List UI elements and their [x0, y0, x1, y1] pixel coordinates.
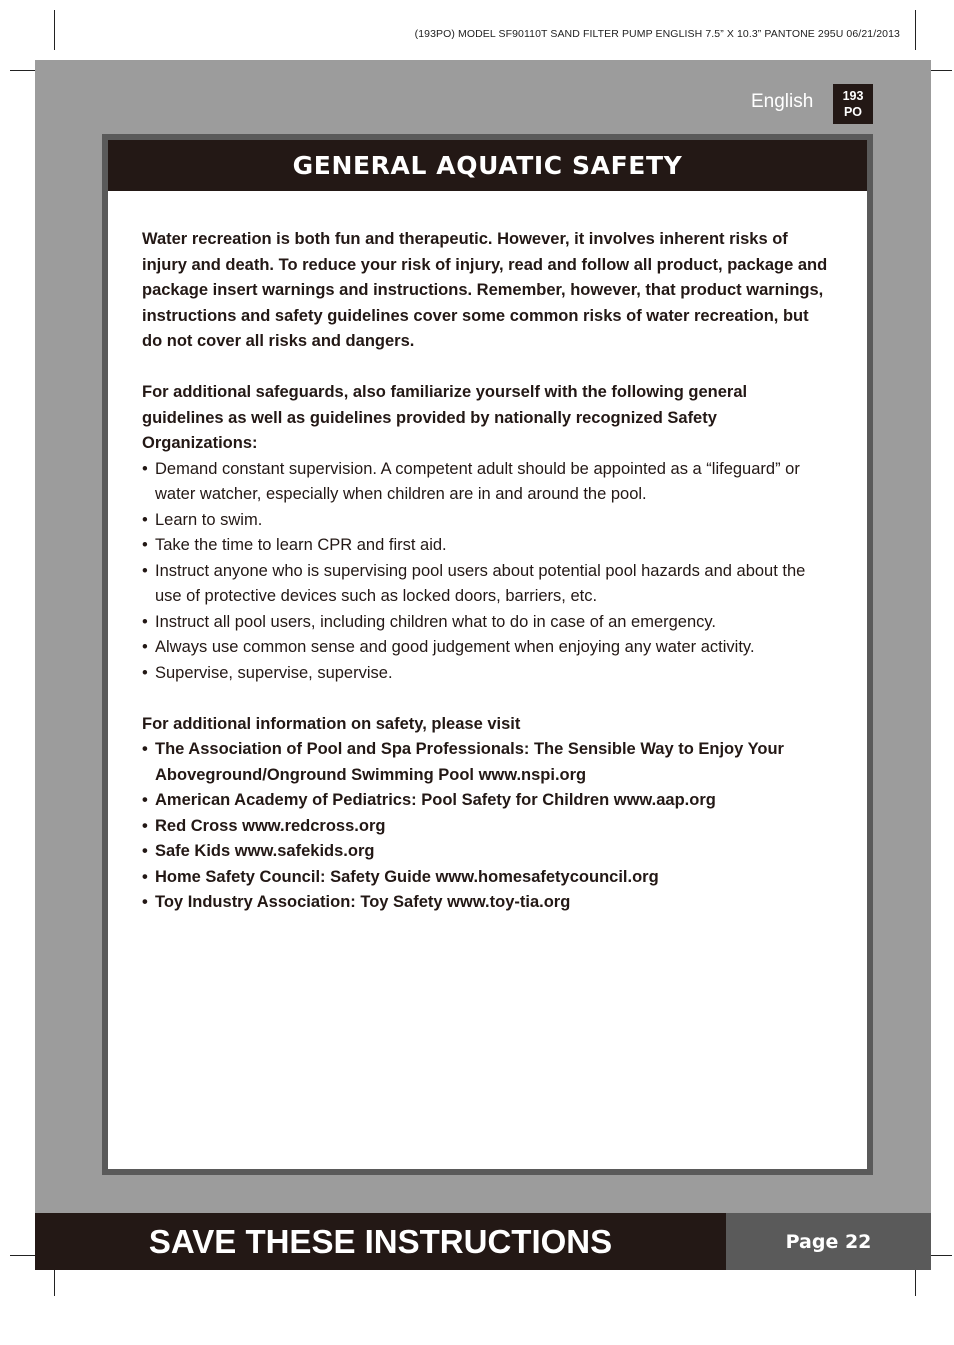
crop-mark [54, 1270, 55, 1296]
badge-line2: PO [843, 105, 863, 119]
list-item: • Supervise, supervise, supervise. [142, 661, 832, 687]
print-info: (193PO) MODEL SF90110T SAND FILTER PUMP ENGLISH 7.5” X 10.3” PANTONE 295U 06/21/2013 [414, 28, 900, 40]
list-item: • Instruct anyone who is supervising pool users about potential pool hazards and about the use of protective devices such as locked doors, barriers, etc. [142, 559, 832, 610]
language-label: English [751, 91, 814, 112]
list-item: • Learn to swim. [142, 508, 832, 534]
resource-item: • Home Safety Council: Safety Guide www.homesafetycouncil.org [142, 865, 832, 891]
badge-line1: 193 [842, 89, 864, 103]
safety-card [102, 134, 873, 1175]
list-item: • Take the time to learn CPR and first aid. [142, 533, 832, 559]
list-item: • Instruct all pool users, including children what to do in case of an emergency. [142, 610, 832, 636]
footer-title: SAVE THESE INSTRUCTIONS [35, 1213, 726, 1270]
info-heading: For additional information on safety, please visit [142, 714, 521, 733]
resource-item: • The Association of Pool and Spa Professionals: The Sensible Way to Enjoy Your Aboveground/Onground Swimming Pool www.nspi.org [142, 737, 832, 788]
resource-item: • American Academy of Pediatrics: Pool Safety for Children www.aap.org [142, 788, 832, 814]
page-number: Page 22 [726, 1213, 931, 1270]
crop-mark [54, 10, 55, 50]
guidelines-list [142, 457, 832, 687]
list-item: • Always use common sense and good judgement when enjoying any water activity. [142, 635, 832, 661]
language-badge [833, 84, 873, 124]
list-item: • Demand constant supervision. A competent adult should be appointed as a “lifeguard” or water watcher, especially when children are in and around the pool. [142, 457, 832, 508]
content [142, 227, 832, 916]
crop-mark [915, 10, 916, 50]
crop-mark [915, 1270, 916, 1296]
resource-item: • Red Cross www.redcross.org [142, 814, 832, 840]
intro-paragraph: Water recreation is both fun and therapeutic. However, it involves inherent risks of injury and death. To reduce your risk of injury, read and follow all product, package and package insert warnings and instructions. Remember, however, that product warnings, instructions and safety guidelines cover some common risks of water recreation, but do not cover all risks and dangers. [142, 230, 828, 350]
card-body [108, 191, 867, 1169]
section-title: GENERAL AQUATIC SAFETY [108, 140, 867, 191]
safeguards-heading: For additional safeguards, also familiarize yourself with the following general guidelines as well as guidelines provided by nationally recognized Safety Organizations: [142, 383, 748, 452]
resource-item: • Safe Kids www.safekids.org [142, 839, 832, 865]
resources-list [142, 737, 832, 916]
resource-item: • Toy Industry Association: Toy Safety www.toy-tia.org [142, 890, 832, 916]
